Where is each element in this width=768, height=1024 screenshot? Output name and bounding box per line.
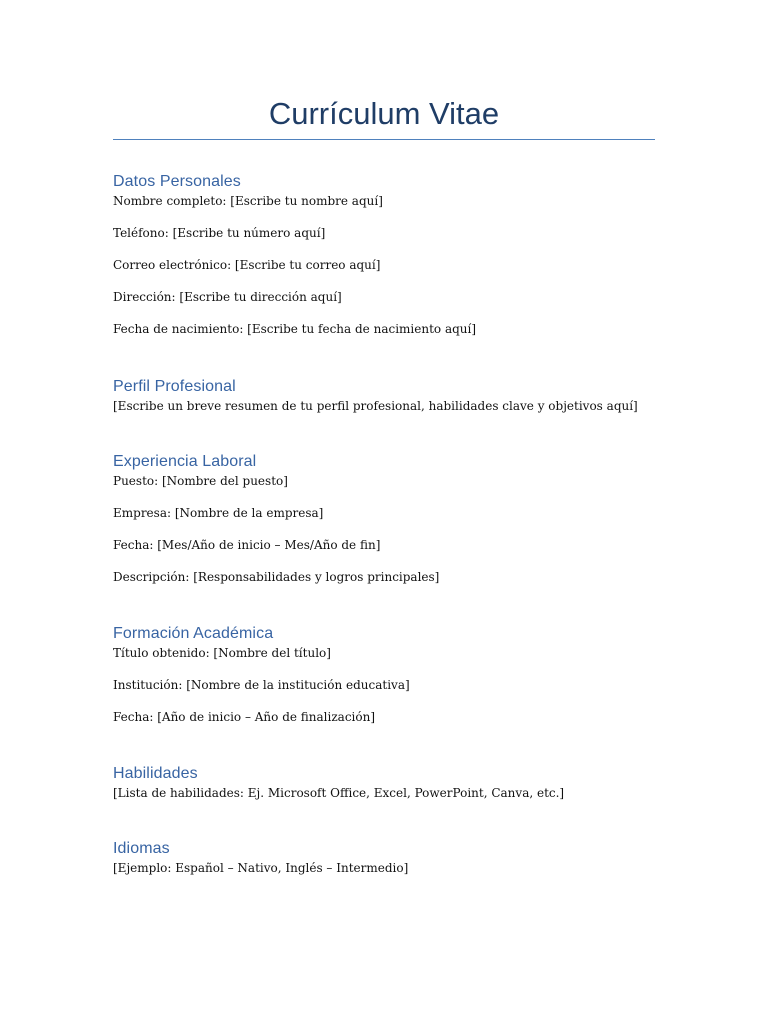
section-heading: Idiomas bbox=[113, 840, 170, 857]
field-line: Fecha de nacimiento: [Escribe tu fecha de nacimiento aquí] bbox=[113, 322, 477, 336]
field-line: Teléfono: [Escribe tu número aquí] bbox=[113, 226, 326, 240]
section-datos-personales bbox=[113, 171, 655, 353]
field-line: [Escribe un breve resumen de tu perfil profesional, habilidades clave y objetivos aquí] bbox=[113, 399, 638, 413]
field-line: Dirección: [Escribe tu dirección aquí] bbox=[113, 290, 342, 304]
section-heading: Datos Personales bbox=[113, 173, 241, 190]
field-line: Puesto: [Nombre del puesto] bbox=[113, 474, 288, 488]
section-experiencia-laboral bbox=[113, 451, 655, 601]
document-title: Currículum Vitae bbox=[268, 96, 500, 131]
field-line: Empresa: [Nombre de la empresa] bbox=[113, 506, 324, 520]
title-underline bbox=[113, 139, 655, 140]
field-line: Nombre completo: [Escribe tu nombre aquí] bbox=[113, 194, 383, 208]
section-idiomas bbox=[113, 838, 655, 892]
section-heading: Experiencia Laboral bbox=[113, 453, 257, 470]
field-line: Institución: [Nombre de la institución educativa] bbox=[113, 678, 410, 692]
section-perfil-profesional bbox=[113, 376, 655, 430]
section-heading: Formación Académica bbox=[113, 625, 274, 642]
field-line: Fecha: [Año de inicio – Año de finalización] bbox=[113, 710, 376, 724]
section-heading: Habilidades bbox=[113, 765, 198, 782]
field-line: Fecha: [Mes/Año de inicio – Mes/Año de fin] bbox=[113, 538, 381, 552]
field-line: Correo electrónico: [Escribe tu correo aquí] bbox=[113, 258, 381, 272]
field-line: Título obtenido: [Nombre del título] bbox=[113, 646, 331, 660]
field-line: [Lista de habilidades: Ej. Microsoft Office, Excel, PowerPoint, Canva, etc.] bbox=[113, 786, 565, 800]
section-heading: Perfil Profesional bbox=[113, 378, 236, 395]
field-line: Descripción: [Responsabilidades y logros principales] bbox=[113, 570, 440, 584]
field-line: [Ejemplo: Español – Nativo, Inglés – Intermedio] bbox=[113, 861, 409, 875]
section-habilidades bbox=[113, 763, 655, 817]
section-formacion-academica bbox=[113, 623, 655, 741]
